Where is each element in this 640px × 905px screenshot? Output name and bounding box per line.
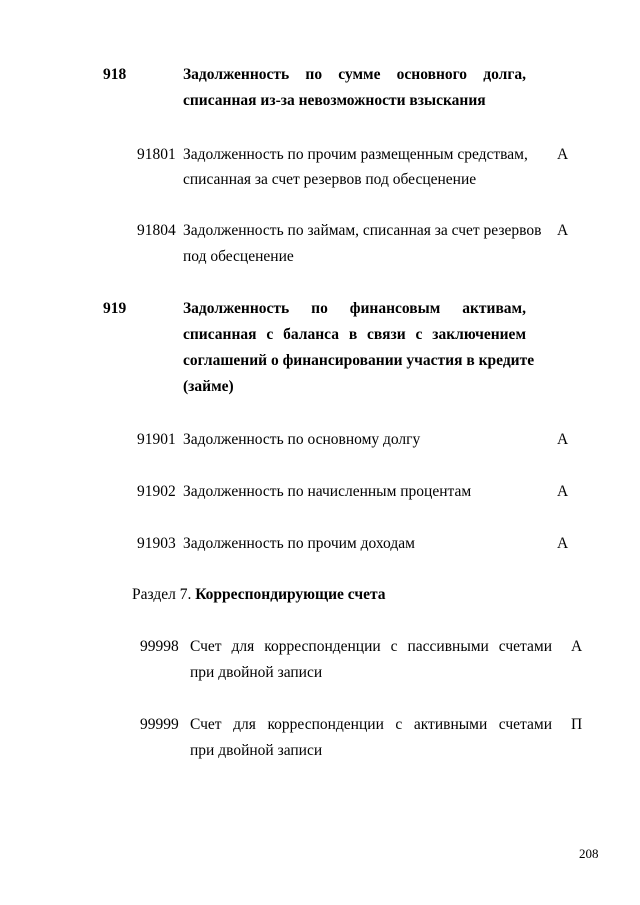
group-title-line: соглашений о финансировании участия в кредите	[183, 352, 535, 369]
account-type: А	[557, 146, 569, 163]
account-text-line: при двойной записи	[190, 664, 323, 681]
account-text-line: Счет для корреспонденции с активными счетами	[190, 716, 552, 733]
section-title: Корреспондирующие счета	[195, 586, 386, 603]
account-type: А	[557, 431, 569, 448]
account-text-line: Задолженность по прочим доходам	[183, 535, 415, 552]
section-heading	[132, 586, 386, 604]
account-code: 91902	[137, 483, 176, 500]
account-type: А	[557, 483, 569, 500]
account-text-line: под обесценение	[183, 248, 294, 265]
group-code: 919	[103, 300, 127, 317]
group-title-line: Задолженность по финансовым активам,	[183, 300, 526, 317]
account-text-line: Задолженность по начисленным процентам	[183, 483, 472, 500]
group-title-line: списанная из-за невозможности взыскания	[183, 92, 486, 109]
account-code: 91903	[137, 535, 176, 552]
account-type: А	[571, 638, 583, 655]
account-code: 99999	[140, 716, 179, 733]
page-number: 208	[579, 846, 599, 861]
account-text-line: Задолженность по основному долгу	[183, 431, 421, 448]
group-title-line: Задолженность по сумме основного долга,	[183, 66, 526, 83]
section-prefix: Раздел 7.	[132, 586, 192, 603]
account-code: 91804	[137, 222, 176, 239]
account-code: 99998	[140, 638, 179, 655]
account-text-line: Счет для корреспонденции с пассивными счетами	[190, 638, 552, 655]
account-text-line: при двойной записи	[190, 742, 323, 759]
account-code: 91901	[137, 431, 176, 448]
account-text-line: Задолженность по прочим размещенным средствам,	[183, 146, 528, 163]
account-type: А	[557, 535, 569, 552]
account-type: А	[557, 222, 569, 239]
account-text-line: Задолженность по займам, списанная за счет резервов	[183, 222, 542, 239]
account-code: 91801	[137, 146, 176, 163]
group-title-line: списанная с баланса в связи с заключением	[183, 326, 526, 343]
group-code: 918	[103, 66, 127, 83]
account-type: П	[571, 716, 583, 733]
account-text-line: списанная за счет резервов под обесценение	[183, 171, 477, 188]
group-title-line: (займе)	[183, 378, 234, 395]
